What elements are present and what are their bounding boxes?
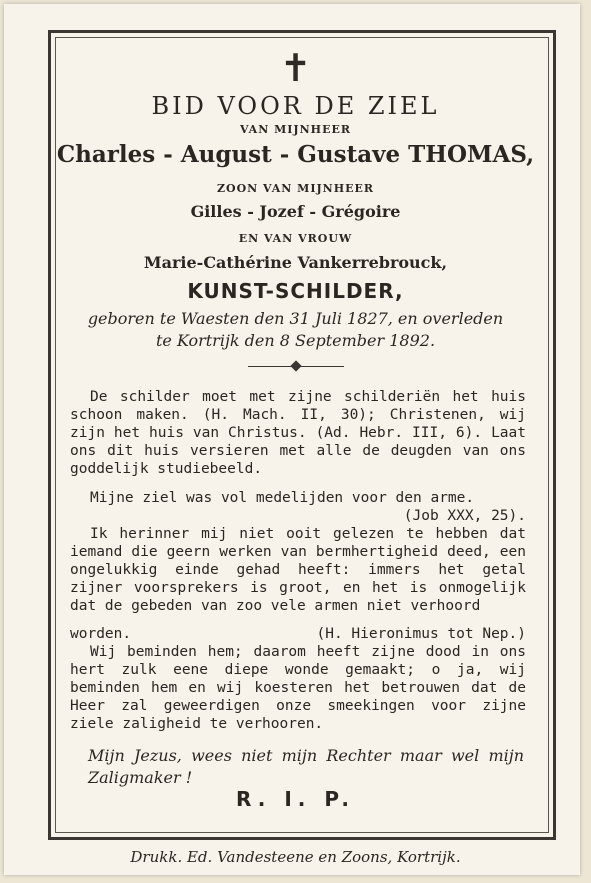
birth-death-line-1: geboren te Waesten den 31 Juli 1827, en overleden: [87, 309, 504, 328]
paragraph-3-closing: [70, 625, 526, 643]
zoon-van-label: ZOON VAN MIJNHEER: [216, 182, 375, 195]
rip-inscription: R. I. P.: [236, 787, 355, 811]
birth-death-line-2: te Kortrijk den 8 September 1892.: [155, 331, 436, 350]
paragraph-3-reference: (H. Hieronimus tot Nep.): [316, 626, 526, 642]
en-van-vrouw-label: EN VAN VROUW: [238, 232, 353, 245]
printer-credit: Drukk. Ed. Vandesteene en Zoons, Kortrijk.: [130, 848, 461, 866]
closing-prayer: Mijn Jezus, wees niet mijn Rechter maar wel mijn Zaligmaker !: [88, 746, 524, 787]
van-mijnheer-label: VAN MIJNHEER: [240, 123, 351, 136]
paragraph-4: Wij beminden hem; daarom heeft zijne dood in ons hert zulk eene diepe wonde gemaakt; o ja, wij beminden hem en wij koesteren het betrouwen dat de Heer zal geweerdigen onze smeekingen voor zijne ziele zaligheid te verhooren.: [70, 644, 526, 732]
birth-death-details: [0, 308, 591, 352]
paragraph-1: De schilder moet met zijne schilderiën het huis schoon maken. (H. Mach. II, 30); Christenen, wij zijn het huis van Christus. (Ad. Hebr. III, 6). Laat ons dit huis versieren met alle de deugden van ons goddelijk studiebeeld.: [70, 389, 526, 477]
paragraph-2-reference: (Job XXX, 25).: [403, 508, 526, 524]
profession: KUNST-SCHILDER,: [187, 279, 404, 303]
father-name: Gilles - Jozef - Grégoire: [190, 202, 401, 221]
ornamental-divider: [248, 366, 344, 368]
heading-title: BID VOOR DE ZIEL: [151, 92, 440, 120]
paragraph-2: Mijne ziel was vol medelijden voor den arme.: [90, 490, 475, 506]
deceased-name: Charles - August - Gustave THOMAS,: [56, 141, 535, 168]
mother-name: Marie-Cathérine Vankerrebrouck,: [143, 253, 448, 272]
latin-cross-icon: ✝: [279, 46, 312, 90]
paragraph-3-end: worden.: [70, 626, 132, 642]
paragraph-3: Ik herinner mij niet ooit gelezen te hebben dat iemand die geern werken van bermhertigheid deed, een ongelukkig einde gehad heeft: immers het getal zijner voorsprekers is groot, en het is onmogelijk dat de gebeden van zoo vele armen niet verhoord: [70, 526, 526, 614]
